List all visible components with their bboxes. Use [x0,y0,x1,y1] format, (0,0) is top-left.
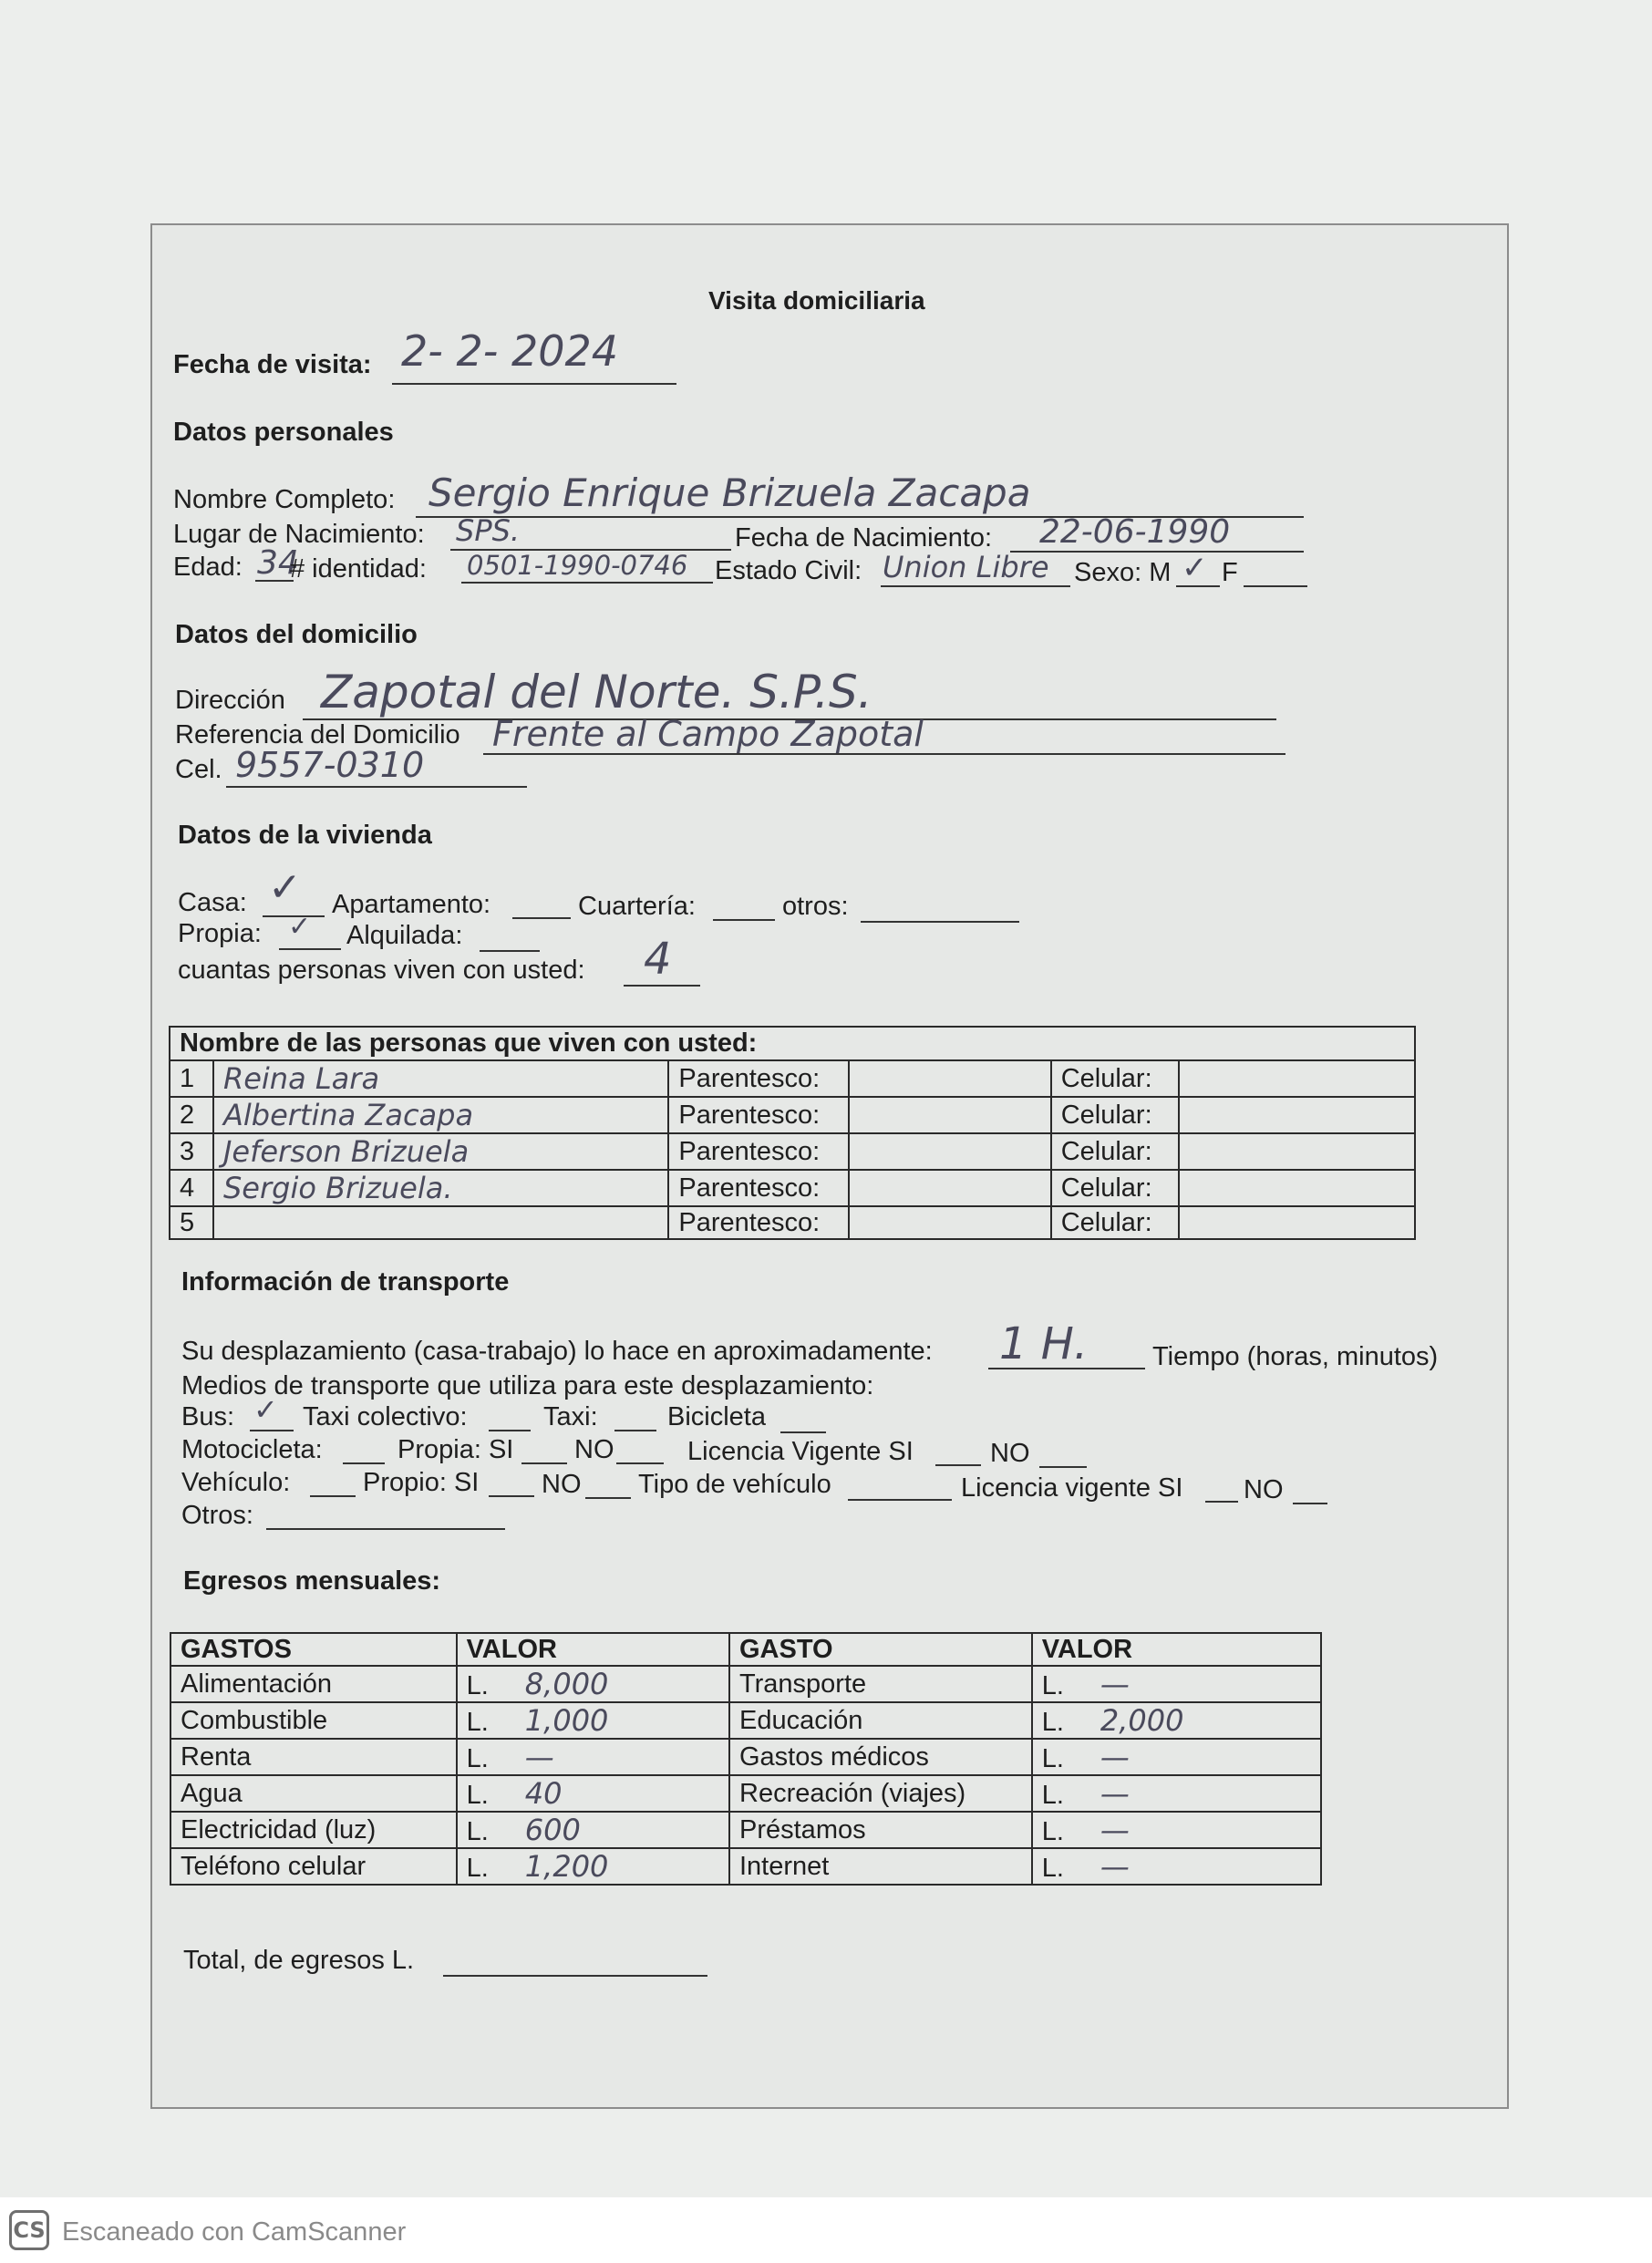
resident-number: 4 [170,1170,213,1206]
scanner-footer [0,2197,1652,2263]
other-transport-line [266,1528,505,1530]
sex-label: Sexo: M [1074,558,1172,587]
cuarteria-label: Cuartería: [578,892,696,921]
expense-row [170,1848,1321,1885]
resident-phone-label: Celular: [1051,1097,1179,1133]
vehicle-own-yes-line [489,1495,534,1497]
bus-line [250,1430,294,1431]
age-value: 34 [257,544,299,582]
birthplace-value: SPS. [456,513,521,548]
relation-label: Parentesco: [668,1133,849,1170]
resident-row [170,1206,1415,1239]
otros-housing-label: otros: [782,892,849,921]
apartamento-label: Apartamento: [332,890,491,919]
resident-name: Reina Lara [213,1060,668,1097]
bicycle-label: Bicicleta [667,1402,766,1431]
resident-name: Sergio Brizuela. [213,1170,668,1206]
expenses-col-gastos: GASTOS [170,1633,457,1666]
expense-name: Renta [170,1739,457,1775]
resident-row [170,1097,1415,1133]
sex-f-line [1244,585,1307,587]
expense-row [170,1775,1321,1812]
expense-name: Educación [729,1702,1032,1739]
resident-phone-value [1179,1097,1415,1133]
expense-value: L. 1,200 [457,1848,729,1885]
bicycle-line [780,1431,826,1433]
birthplace-label: Lugar de Nacimiento: [173,520,425,549]
resident-phone-value [1179,1060,1415,1097]
people-count-label: cuantas personas viven con usted: [178,956,585,985]
expense-name: Gastos médicos [729,1739,1032,1775]
commute-value: 1 H. [999,1318,1089,1369]
vehicle-license-yes-label: Licencia vigente SI [961,1473,1183,1503]
full-name-label: Nombre Completo: [173,485,396,514]
resident-name: Albertina Zacapa [213,1097,668,1133]
people-count-line [624,985,700,987]
id-value: 0501-1990-0746 [467,550,688,581]
vehicle-label: Vehículo: [181,1468,291,1497]
civil-status-line [881,585,1070,587]
resident-number: 1 [170,1060,213,1097]
relation-label: Parentesco: [668,1060,849,1097]
birthdate-line [1010,551,1304,553]
expenses-col-gasto: GASTO [729,1633,1032,1666]
means-label: Medios de transporte que utiliza para este desplazamiento: [181,1371,874,1400]
birthdate-value: 22-06-1990 [1039,513,1231,551]
alquilada-line [480,950,540,952]
relation-value [849,1206,1050,1239]
resident-row [170,1133,1415,1170]
age-label: Edad: [173,553,243,582]
visit-date-label: Fecha de visita: [173,350,372,379]
relation-label: Parentesco: [668,1206,849,1239]
address-label: Dirección [175,686,285,715]
moto-own-yes-line [521,1462,567,1464]
expenses-heading: Egresos mensuales: [183,1566,441,1596]
resident-phone-value [1179,1206,1415,1239]
transport-heading: Información de transporte [181,1267,510,1297]
vehicle-type-label: Tipo de vehículo [638,1470,831,1499]
vehicle-license-no-line [1293,1503,1327,1504]
civil-status-value: Union Libre [883,550,1049,584]
resident-name: Jeferson Brizuela [213,1133,668,1170]
expense-name: Recreación (viajes) [729,1775,1032,1812]
bus-check-icon: ✓ [253,1392,278,1427]
expense-value: L. 2,000 [1032,1702,1321,1739]
total-expenses-line [443,1975,707,1977]
resident-name [213,1206,668,1239]
resident-phone-label: Celular: [1051,1133,1179,1170]
expenses-table [170,1632,1322,1886]
expense-name: Alimentación [170,1666,457,1702]
moto-license-no-line [1039,1466,1087,1468]
people-count-value: 4 [644,934,672,985]
birthdate-label: Fecha de Nacimiento: [735,523,993,553]
expense-row [170,1666,1321,1702]
resident-phone-label: Celular: [1051,1060,1179,1097]
visit-date-value: 2- 2- 2024 [401,326,619,376]
expense-value: L. 1,000 [457,1702,729,1739]
address-value: Zapotal del Norte. S.P.S. [321,666,872,718]
casa-label: Casa: [178,888,247,917]
relation-label: Parentesco: [668,1170,849,1206]
taxi-colectivo-label: Taxi colectivo: [303,1402,468,1431]
full-name-value: Sergio Enrique Brizuela Zacapa [428,470,1031,515]
expense-name: Combustible [170,1702,457,1739]
commute-label: Su desplazamiento (casa-trabajo) lo hace en aproximadamente: [181,1337,933,1366]
resident-phone-value [1179,1133,1415,1170]
vehicle-own-no-line [585,1497,631,1499]
expense-value: L. — [457,1739,729,1775]
sex-f-label: F [1222,558,1238,587]
expense-value: L. — [1032,1812,1321,1848]
motorcycle-label: Motocicleta: [181,1435,323,1464]
expense-value: L. — [1032,1775,1321,1812]
personal-heading: Datos personales [173,418,394,447]
vehicle-own-no-label: NO [542,1470,582,1499]
propia-line [279,948,341,950]
resident-phone-value [1179,1170,1415,1206]
expenses-col-valor-2: VALOR [1032,1633,1321,1666]
expense-value: L. 40 [457,1775,729,1812]
bus-label: Bus: [181,1402,235,1431]
resident-number: 2 [170,1097,213,1133]
expenses-col-valor: VALOR [457,1633,729,1666]
otros-housing-line [861,921,1019,923]
moto-license-yes-line [935,1464,981,1466]
taxi-colectivo-line [489,1430,531,1431]
expense-value: L. — [1032,1666,1321,1702]
relation-value [849,1133,1050,1170]
expense-name: Electricidad (luz) [170,1812,457,1848]
relation-value [849,1170,1050,1206]
expense-name: Agua [170,1775,457,1812]
residents-table [169,1026,1416,1240]
visit-date-line [392,383,676,385]
phone-line [226,786,527,788]
housing-heading: Datos de la vivienda [178,821,432,850]
expense-name: Internet [729,1848,1032,1885]
id-line [461,582,713,584]
moto-license-yes-label: Licencia Vigente SI [687,1437,914,1466]
resident-number: 5 [170,1206,213,1239]
resident-phone-label: Celular: [1051,1206,1179,1239]
reference-value: Frente al Campo Zapotal [492,714,924,754]
phone-value: 9557-0310 [235,745,425,785]
vehicle-own-yes-label: Propio: SI [363,1468,480,1497]
expense-name: Transporte [729,1666,1032,1702]
moto-own-no-line [616,1462,664,1464]
expense-value: L. — [1032,1848,1321,1885]
relation-label: Parentesco: [668,1097,849,1133]
relation-value [849,1097,1050,1133]
expense-row [170,1739,1321,1775]
motorcycle-line [343,1462,385,1464]
vehicle-line [310,1495,356,1497]
resident-row [170,1060,1415,1097]
moto-license-no-label: NO [990,1439,1030,1468]
camscanner-logo-icon: CS [9,2210,49,2250]
cuarteria-line [713,919,775,921]
moto-own-yes-label: Propia: SI [398,1435,514,1464]
moto-own-no-label: NO [574,1435,614,1464]
relation-value [849,1060,1050,1097]
other-transport-label: Otros: [181,1501,253,1530]
expense-value: L. 8,000 [457,1666,729,1702]
taxi-label: Taxi: [543,1402,598,1431]
expense-name: Teléfono celular [170,1848,457,1885]
alquilada-label: Alquilada: [346,921,463,950]
propia-label: Propia: [178,919,262,948]
vehicle-license-no-label: NO [1244,1475,1284,1504]
form-title: Visita domiciliaria [708,286,925,315]
commute-unit-label: Tiempo (horas, minutos) [1152,1342,1439,1371]
reference-label: Referencia del Domicilio [175,720,460,749]
civil-status-label: Estado Civil: [715,556,862,585]
apartamento-line [512,917,571,919]
id-label: # identidad: [290,554,427,584]
expense-row [170,1702,1321,1739]
taxi-line [614,1430,656,1431]
vehicle-type-line [848,1499,952,1501]
expense-value: L. — [1032,1739,1321,1775]
casa-check-icon: ✓ [268,864,302,911]
address-heading: Datos del domicilio [175,620,418,649]
vehicle-license-yes-line [1205,1501,1238,1503]
resident-row [170,1170,1415,1206]
sex-m-check-icon: ✓ [1182,550,1208,586]
expense-row [170,1812,1321,1848]
scanner-footer-text: Escaneado con CamScanner [62,2217,407,2247]
resident-phone-label: Celular: [1051,1170,1179,1206]
total-expenses-label: Total, de egresos L. [183,1946,415,1975]
expense-value: L. 600 [457,1812,729,1848]
propia-check-icon: ✓ [288,911,312,943]
residents-table-header: Nombre de las personas que viven con usted: [170,1027,1415,1060]
phone-label: Cel. [175,755,222,784]
resident-number: 3 [170,1133,213,1170]
expense-name: Préstamos [729,1812,1032,1848]
